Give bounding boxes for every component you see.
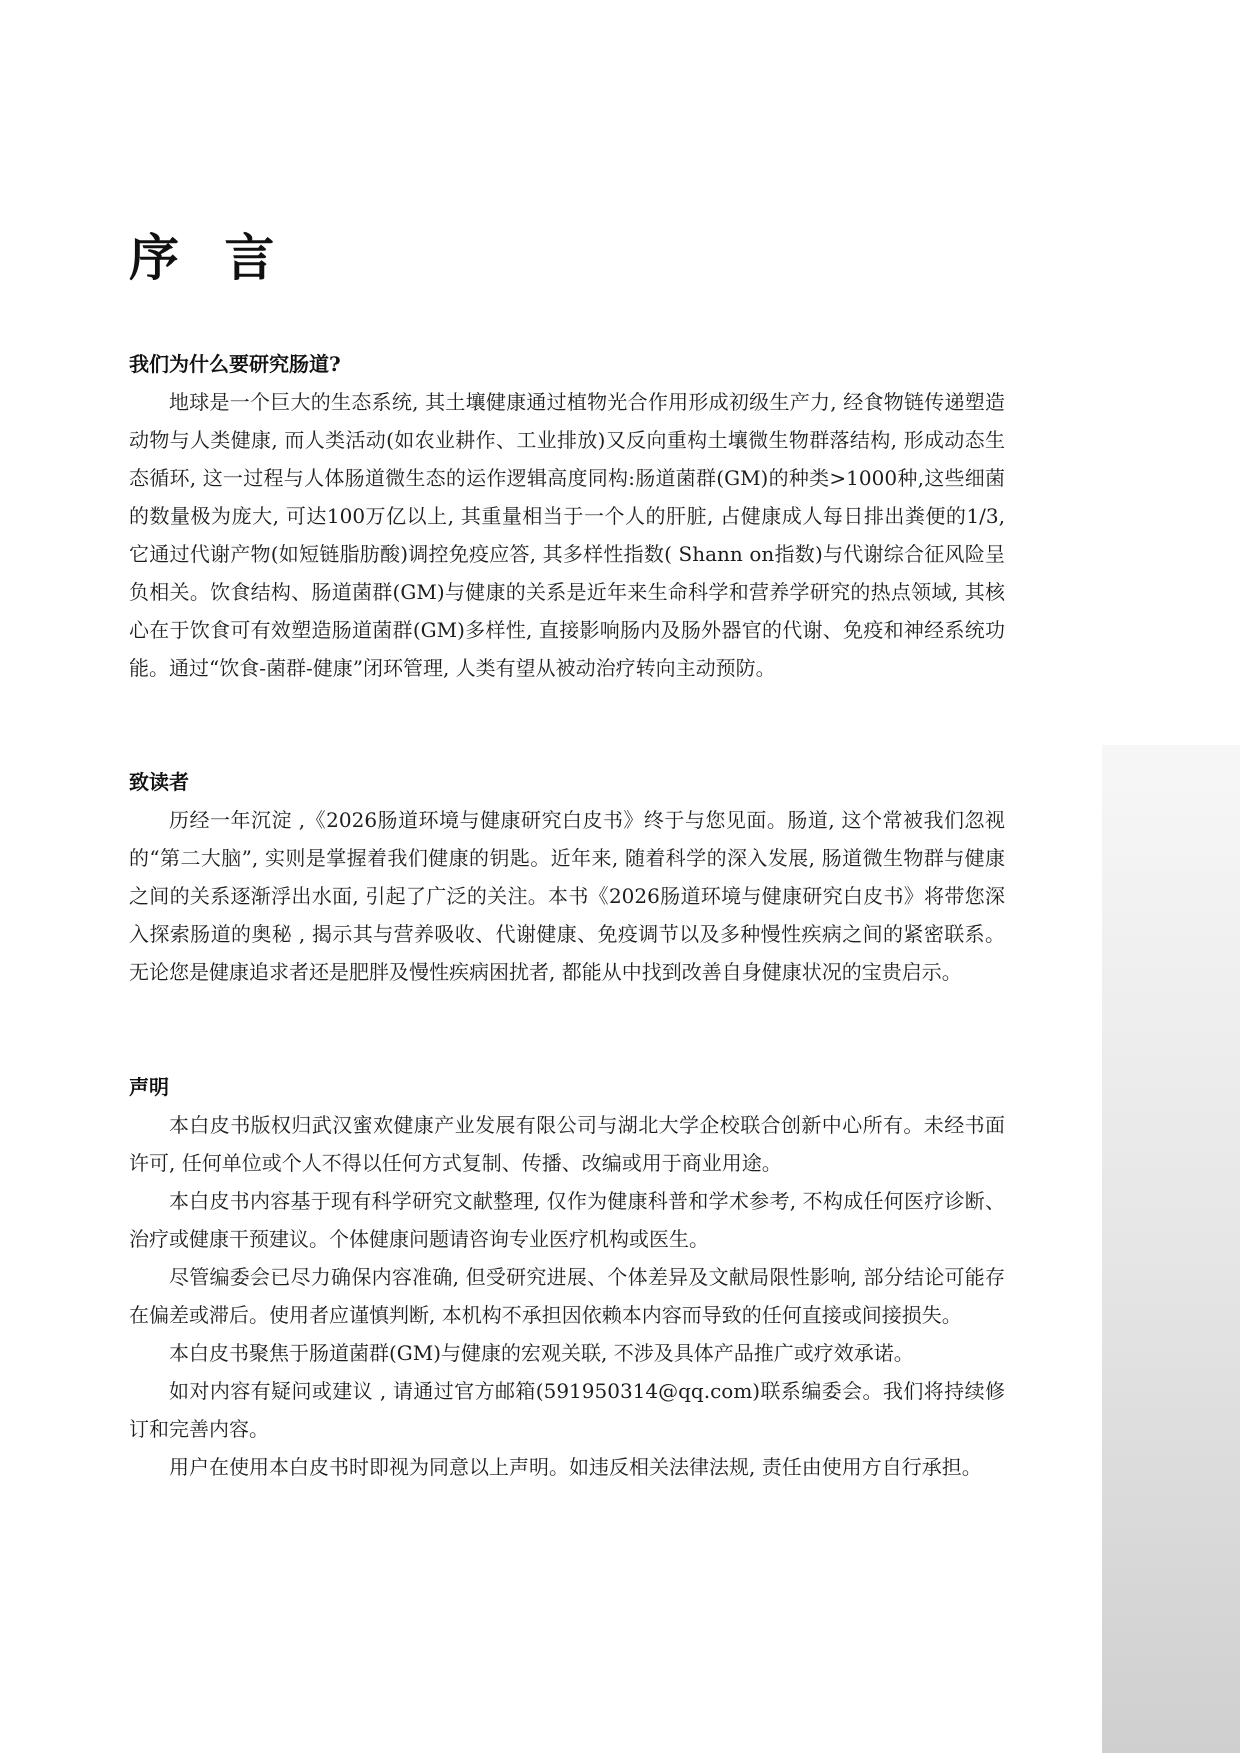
statement-contact: 如对内容有疑问或建议 , 请通过官方邮箱(591950314@qq.com)联系编委会。我们将持续修订和完善内容。 <box>129 1379 1005 1441</box>
section-statement <box>129 1068 1005 1486</box>
section-paragraph: 历经一年沉淀 ,《2026肠道环境与健康研究白皮书》终于与您见面。肠道, 这个常被我们忽视的“第二大脑”, 实则是掌握着我们健康的钥匙。近年来, 随着科学的深入发展, 肠道微生物群与健康之间的关系逐渐浮出水面, 引起了广泛的关注。本书《2026肠道环境与健康研究白皮书》将带您深入探索肠道的奥秘 , 揭示其与营养吸收、代谢健康、免疫调节以及多种慢性疾病之间的紧密联系。无论您是健康追求者还是肥胖及慢性疾病困扰者, 都能从中找到改善自身健康状况的宝贵启示。 <box>129 808 1005 984</box>
statement-accuracy: 尽管编委会已尽力确保内容准确, 但受研究进展、个体差异及文献局限性影响, 部分结论可能存在偏差或滞后。使用者应谨慎判断, 本机构不承担因依赖本内容而导致的任何直接或间接损失。 <box>129 1265 1005 1327</box>
section-heading: 致读者 <box>129 770 189 794</box>
statement-scope: 本白皮书聚焦于肠道菌群(GM)与健康的宏观关联, 不涉及具体产品推广或疗效承诺。 <box>169 1341 914 1365</box>
decorative-side-band <box>1102 745 1240 1753</box>
page-title: 序 言 <box>129 228 289 287</box>
section-to-readers <box>129 763 1005 991</box>
section-why-study-gut <box>129 345 1005 687</box>
section-paragraph: 地球是一个巨大的生态系统, 其土壤健康通过植物光合作用形成初级生产力, 经食物链传递塑造动物与人类健康, 而人类活动(如农业耕作、工业排放)又反向重构土壤微生物群落结构, 形成动态生态循环, 这一过程与人体肠道微生态的运作逻辑高度同构:肠道菌群(GM)的种类>1000种,这些细菌的数量极为庞大, 可达100万亿以上, 其重量相当于一个人的肝脏, 占健康成人每日排出粪便的1/3, 它通过代谢产物(如短链脂肪酸)调控免疫应答, 其多样性指数( Shann on指数)与代谢综合征风险呈负相关。饮食结构、肠道菌群(GM)与健康的关系是近年来生命科学和营养学研究的热点领域, 其核心在于饮食可有效塑造肠道菌群(GM)多样性, 直接影响肠内及肠外器官的代谢、免疫和神经系统功能。通过“饮食-菌群-健康”闭环管理, 人类有望从被动治疗转向主动预防。 <box>129 390 1005 680</box>
section-heading: 声明 <box>129 1075 169 1099</box>
statement-agreement: 用户在使用本白皮书时即视为同意以上声明。如违反相关法律法规, 责任由使用方自行承担。 <box>169 1455 982 1479</box>
section-heading: 我们为什么要研究肠道? <box>129 352 341 376</box>
statement-content-basis: 本白皮书内容基于现有科学研究文献整理, 仅作为健康科普和学术参考, 不构成任何医疗诊断、治疗或健康干预建议。个体健康问题请咨询专业医疗机构或医生。 <box>129 1189 1005 1251</box>
statement-copyright: 本白皮书版权归武汉蜜欢健康产业发展有限公司与湖北大学企校联合创新中心所有。未经书面许可, 任何单位或个人不得以任何方式复制、传播、改编或用于商业用途。 <box>129 1113 1005 1175</box>
